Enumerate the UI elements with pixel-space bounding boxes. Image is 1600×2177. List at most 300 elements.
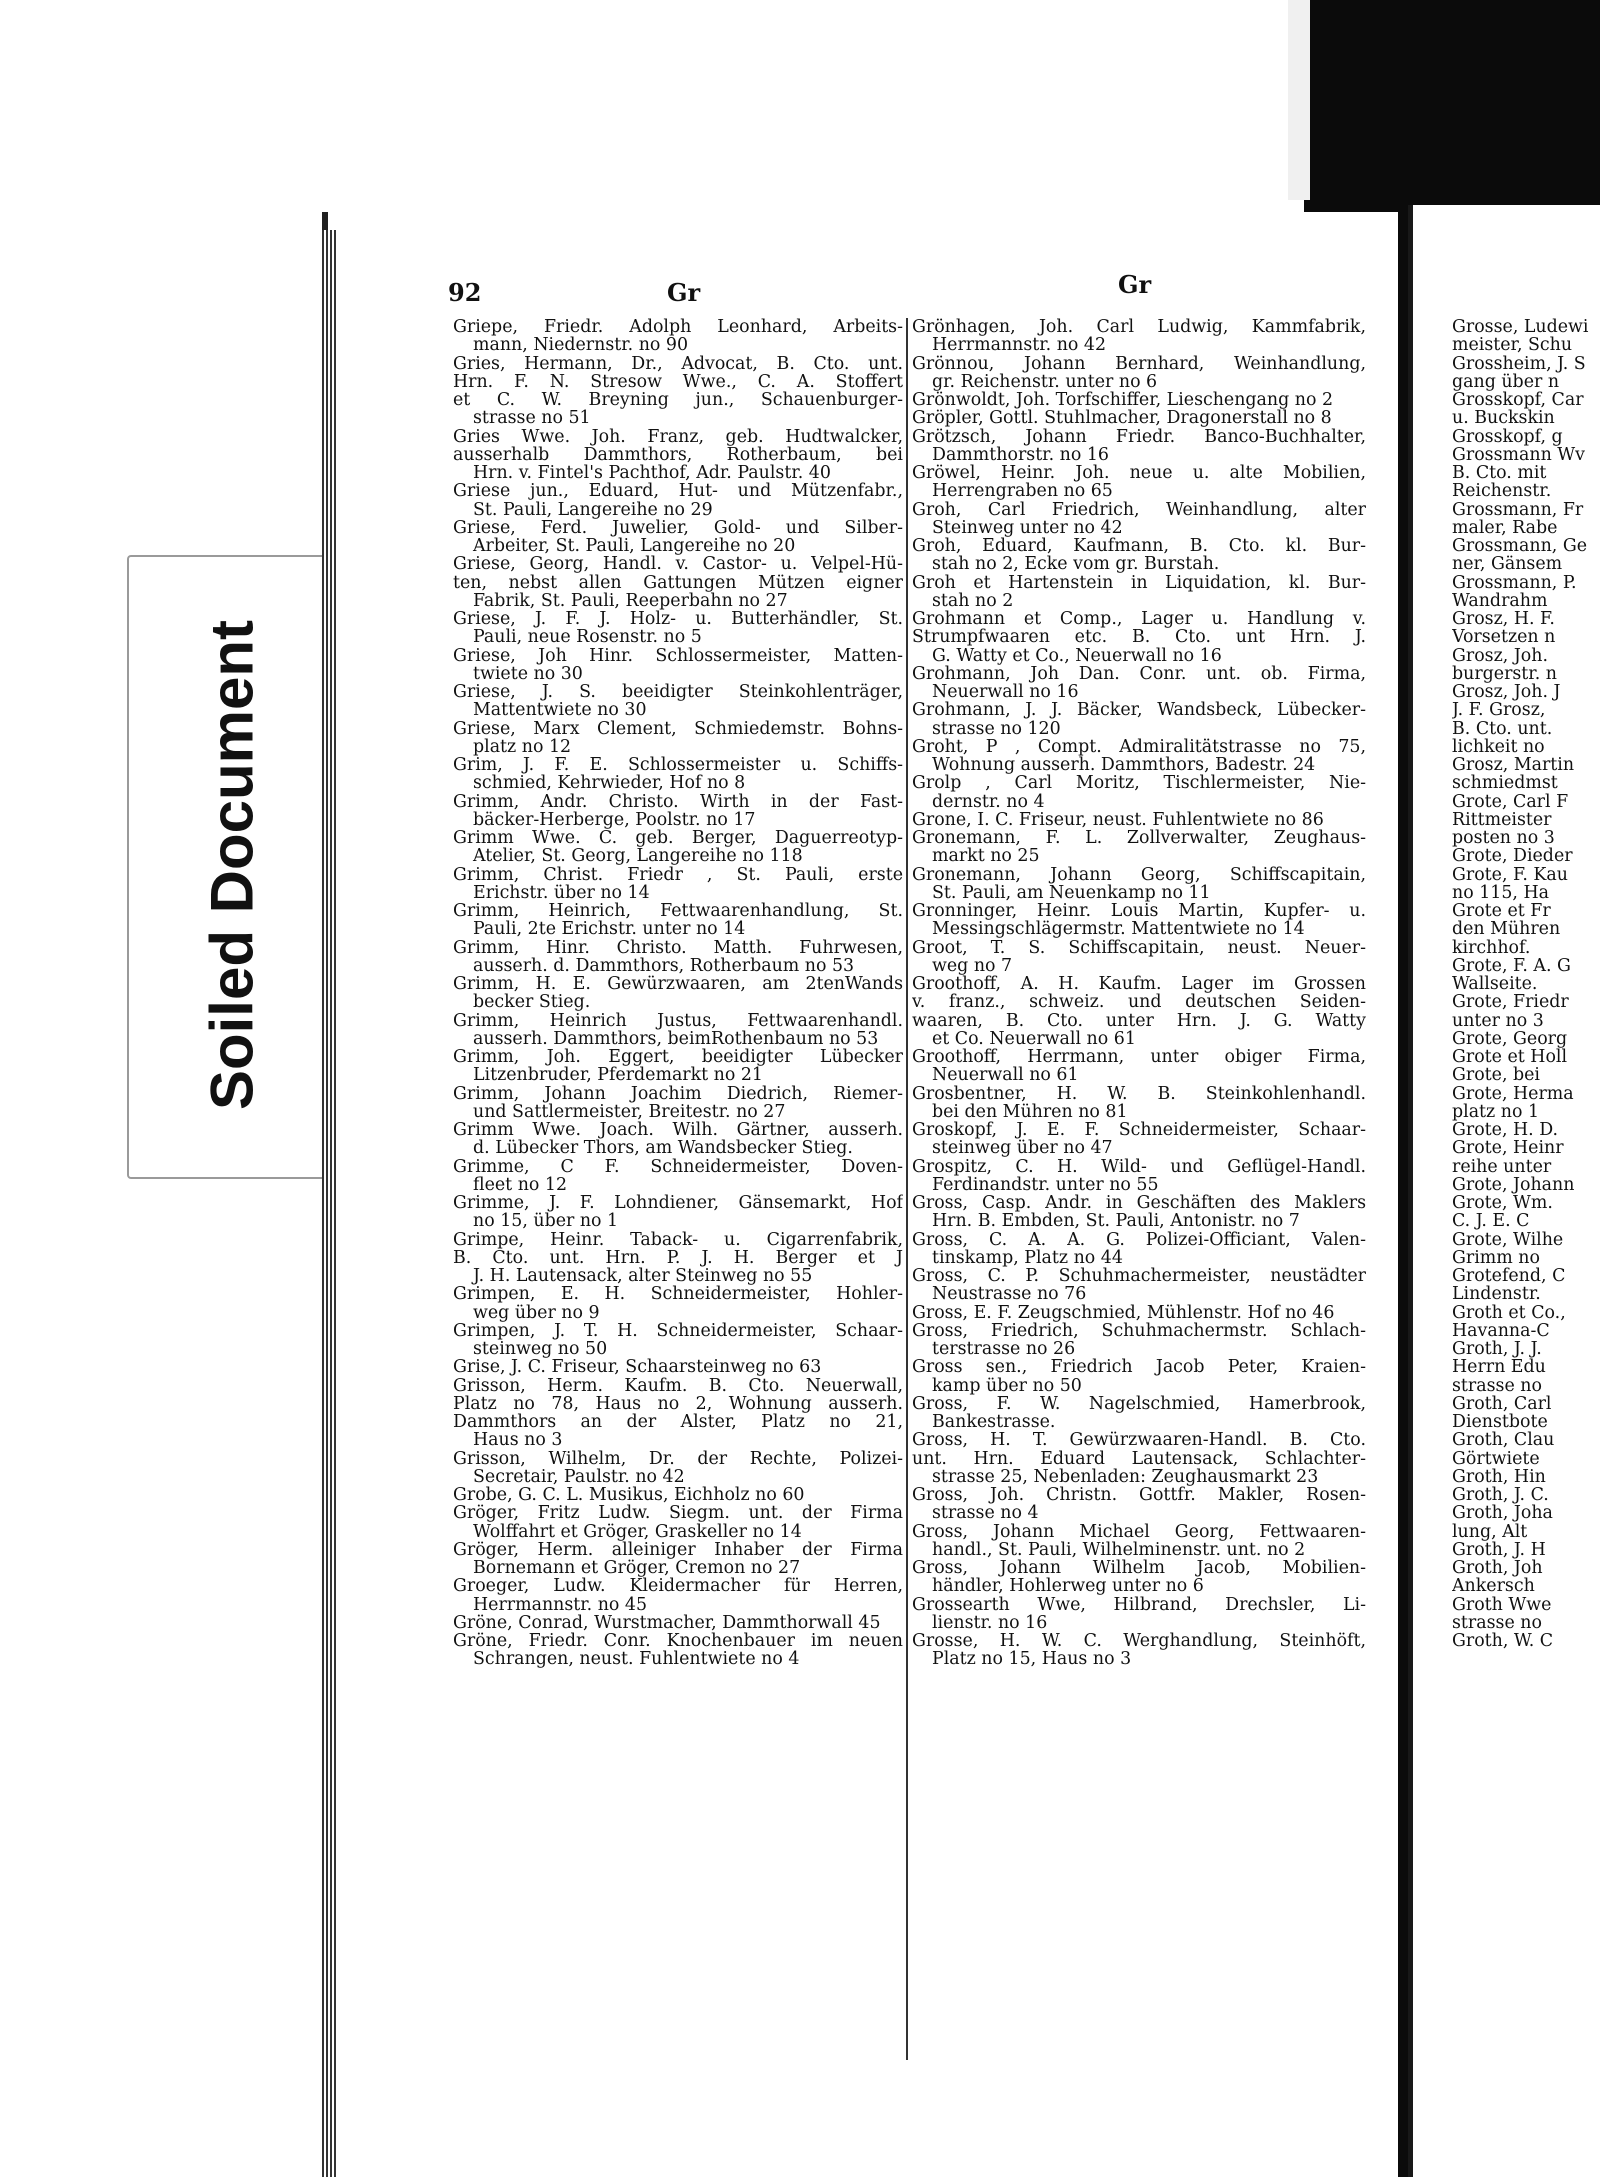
entry-line: Groth, J. J. <box>1452 1340 1542 1359</box>
entry-line: Grosse, H. W. C. Werghandlung, Steinhöft, <box>912 1632 1366 1651</box>
directory-entry <box>912 1158 1366 1195</box>
directory-entry <box>453 939 903 976</box>
entry-line: burgerstr. n <box>1452 664 1557 683</box>
entry-line: Grolp , Carl Moritz, Tischlermeister, Nie- <box>912 774 1366 793</box>
entry-line: Rittmeister <box>1452 810 1552 829</box>
directory-entry <box>912 1358 1366 1395</box>
directory-entry <box>912 574 1366 611</box>
directory-entry <box>453 647 903 684</box>
directory-entry <box>912 738 1366 775</box>
entry-line: Grimpe, Heinr. Taback- u. Cigarrenfabrik, <box>453 1230 903 1249</box>
entry-line: Grote, Carl F <box>1452 792 1569 811</box>
entry-line: Grimm, Johann Joachim Diedrich, Riemer- <box>453 1084 903 1103</box>
entry-line: Gross, C. A. A. G. Polizei-Officiant, Valen- <box>912 1230 1366 1249</box>
directory-entry <box>912 1596 1366 1633</box>
entry-line: St. Pauli, Langereihe no 29 <box>473 500 713 519</box>
directory-entry <box>912 1322 1366 1359</box>
entry-line: Griepe, Friedr. Adolph Leonhard, Arbeits- <box>453 318 903 337</box>
entry-line: Gröpler, Gottl. Stuhlmacher, Dragonerstall no 8 <box>912 409 1332 428</box>
entry-line: Messingschlägermstr. Mattentwiete no 14 <box>932 920 1305 939</box>
entry-line: v. franz., schweiz. und deutschen Seiden- <box>912 993 1366 1012</box>
entry-line: lienstr. no 16 <box>932 1613 1048 1632</box>
directory-entry <box>453 1486 903 1504</box>
entry-line: Griese, Marx Clement, Schmiedemstr. Bohns- <box>453 719 903 738</box>
entry-line: Gross, F. W. Nagelschmied, Hamerbrook, <box>912 1394 1366 1413</box>
entry-line: Grosskopf, g <box>1452 427 1563 446</box>
entry-line: Grimme, C F. Schneidermeister, Doven- <box>453 1157 903 1176</box>
entry-line: Gries Wwe. Joh. Franz, geb. Hudtwalcker, <box>453 427 903 446</box>
entry-line: Grosse, Ludewi <box>1452 318 1589 337</box>
entry-line: ausserh. Dammthors, beimRothenbaum no 53 <box>473 1029 879 1048</box>
entry-line: Grote, H. D. <box>1452 1121 1559 1140</box>
entry-line: Platz no 78, Haus no 2, Wohnung ausserh. <box>453 1394 903 1413</box>
entry-line: Pauli, 2te Erichstr. unter no 14 <box>473 920 746 939</box>
directory-entry <box>453 1614 903 1632</box>
entry-line: B. Cto. unt. <box>1452 719 1553 738</box>
directory-entry <box>453 318 903 355</box>
entry-line: Grisson, Herm. Kaufm. B. Cto. Neuerwall, <box>453 1376 903 1395</box>
entry-line: Grönhagen, Joh. Carl Ludwig, Kammfabrik, <box>912 318 1366 337</box>
entry-line: und Sattlermeister, Breitestr. no 27 <box>473 1102 786 1121</box>
entry-line: Platz no 15, Haus no 3 <box>932 1650 1132 1669</box>
entry-line: Grosz, Joh. J <box>1452 683 1561 702</box>
directory-entry <box>912 975 1366 1048</box>
column-header-left: Gr <box>667 278 701 307</box>
directory-entry <box>453 1121 903 1158</box>
entry-line: et C. W. Breyning jun., Schauenburger- <box>453 391 903 410</box>
directory-entry <box>453 829 903 866</box>
directory-entry <box>453 519 903 556</box>
entry-line: Gries, Hermann, Dr., Advocat, B. Cto. unt. <box>453 354 903 373</box>
directory-entry <box>912 665 1366 702</box>
entry-line: Mattentwiete no 30 <box>473 701 647 720</box>
entry-line: no 115, Ha <box>1452 883 1549 902</box>
entry-line: tinskamp, Platz no 44 <box>932 1248 1123 1267</box>
entry-line: Reichenstr. <box>1452 482 1552 501</box>
entry-line: Grote, F. A. G <box>1452 956 1571 975</box>
entry-line: Griese, Joh Hinr. Schlossermeister, Matten- <box>453 646 903 665</box>
entry-line: fleet no 12 <box>473 1175 568 1194</box>
entry-line: Groothoff, Herrmann, unter obiger Firma, <box>912 1048 1366 1067</box>
directory-entry <box>453 1231 903 1286</box>
directory-entry <box>912 610 1366 665</box>
entry-line: Grimm Wwe. Joach. Wilh. Gärtner, ausserh. <box>453 1121 903 1140</box>
entry-line: Groth et Co., <box>1452 1303 1566 1322</box>
entry-line: Groth, Clau <box>1452 1431 1555 1450</box>
entry-line: Ankersch <box>1452 1577 1535 1596</box>
entry-line: Gröne, Conrad, Wurstmacher, Dammthorwall 45 <box>453 1613 881 1632</box>
directory-entry <box>453 1450 903 1487</box>
directory-entry <box>912 774 1366 811</box>
entry-line: waaren, B. Cto. unter Hrn. J. G. Watty <box>912 1011 1366 1030</box>
entry-line: weg no 7 <box>932 956 1013 975</box>
entry-line: Grote et Fr <box>1452 902 1551 921</box>
entry-line: Grimm, Joh. Eggert, beeidigter Lübecker <box>453 1048 903 1067</box>
entry-line: Pauli, neue Rosenstr. no 5 <box>473 628 702 647</box>
page-binding-edge <box>322 230 338 2177</box>
entry-line: Grim, J. F. E. Schlossermeister u. Schiffs- <box>453 756 903 775</box>
directory-entry <box>453 902 903 939</box>
entry-line: markt no 25 <box>932 847 1040 866</box>
entry-line: schmied, Kehrwieder, Hof no 8 <box>473 774 746 793</box>
soiled-document-label: Soiled Document <box>198 619 266 1111</box>
directory-entry <box>912 1267 1366 1304</box>
entry-line: Groth, W. C <box>1452 1632 1554 1651</box>
entry-line: ausserhalb Dammthors, Rotherbaum, bei <box>453 445 903 464</box>
entry-line: G. Watty et Co., Neuerwall no 16 <box>932 646 1222 665</box>
directory-entry <box>453 1577 903 1614</box>
entry-line: posten no 3 <box>1452 829 1555 848</box>
entry-line: Grimm, Andr. Christo. Wirth in der Fast- <box>453 792 903 811</box>
directory-entry <box>912 1231 1366 1268</box>
entry-line: Fabrik, St. Pauli, Reeperbahn no 27 <box>473 591 788 610</box>
directory-entry <box>453 1377 903 1450</box>
entry-line: Arbeiter, St. Pauli, Langereihe no 20 <box>473 537 796 556</box>
entry-line: Haus no 3 <box>473 1431 563 1450</box>
directory-entry <box>912 1431 1366 1486</box>
entry-line: Strumpfwaaren etc. B. Cto. unt Hrn. J. <box>912 628 1366 647</box>
entry-line: strasse no 51 <box>473 409 591 428</box>
directory-entry <box>453 555 903 610</box>
entry-line: Grisson, Wilhelm, Dr. der Rechte, Polizei- <box>453 1449 903 1468</box>
entry-line: Grimpen, J. T. H. Schneidermeister, Schaar- <box>453 1321 903 1340</box>
entry-line: no 15, über no 1 <box>473 1212 619 1231</box>
entry-line: stah no 2, Ecke vom gr. Burstah. <box>932 555 1220 574</box>
entry-line: Grote, F. Kau <box>1452 865 1568 884</box>
entry-line: Bornemann et Gröger, Cremon no 27 <box>473 1559 801 1578</box>
entry-line: B. Cto. unt. Hrn. P. J. H. Berger et J <box>453 1248 903 1267</box>
entry-line: Grimme, J. F. Lohndiener, Gänsemarkt, Hof <box>453 1194 903 1213</box>
entry-line: Grote, Heinr <box>1452 1139 1564 1158</box>
entry-line: Neuerwall no 61 <box>932 1066 1079 1085</box>
entry-line: platz no 1 <box>1452 1102 1540 1121</box>
entry-line: lung, Alt <box>1452 1522 1528 1541</box>
entry-line: Grotefend, C <box>1452 1267 1566 1286</box>
entry-line: Grosz, Joh. <box>1452 646 1548 665</box>
entry-line: Grimm, H. E. Gewürzwaaren, am 2tenWands <box>453 975 903 994</box>
entry-line: Gronninger, Heinr. Louis Martin, Kupfer- u. <box>912 902 1366 921</box>
entry-line: Gröger, Herm. alleiniger Inhaber der Firma <box>453 1540 903 1559</box>
directory-entry <box>912 1632 1366 1669</box>
directory-entry <box>453 975 903 1012</box>
directory-entry <box>453 610 903 647</box>
entry-line: strasse no <box>1452 1613 1542 1632</box>
directory-entry <box>453 1012 903 1049</box>
entry-line: steinweg über no 47 <box>932 1139 1113 1158</box>
directory-entry <box>453 1085 903 1122</box>
entry-line: Grohmann, Joh Dan. Conr. unt. ob. Firma, <box>912 664 1366 683</box>
directory-entry <box>453 428 903 483</box>
entry-line: Groh, Eduard, Kaufmann, B. Cto. kl. Bur- <box>912 537 1366 556</box>
entry-line: reihe unter <box>1452 1157 1552 1176</box>
entry-line: Grönwoldt, Joh. Torfschiffer, Lieschengang no 2 <box>912 391 1334 410</box>
entry-line: Grossheim, J. S <box>1452 354 1586 373</box>
entry-line: Wolffahrt et Gröger, Graskeller no 14 <box>473 1522 802 1541</box>
entry-line: d. Lübecker Thors, am Wandsbecker Stieg. <box>473 1139 853 1158</box>
directory-entry <box>912 1048 1366 1085</box>
directory-entry <box>912 829 1366 866</box>
directory-entry <box>453 1322 903 1359</box>
entry-line: Grönnou, Johann Bernhard, Weinhandlung, <box>912 354 1366 373</box>
directory-entry <box>912 902 1366 939</box>
entry-line: Gross, Friedrich, Schuhmachermstr. Schlach- <box>912 1321 1366 1340</box>
entry-line: Grötzsch, Johann Friedr. Banco-Buchhalter, <box>912 427 1366 446</box>
directory-entry <box>453 482 903 519</box>
entry-line: C. J. E. C <box>1452 1212 1530 1231</box>
entry-line: Gross, Casp. Andr. in Geschäften des Maklers <box>912 1194 1366 1213</box>
entry-line: Gross, Johann Wilhelm Jacob, Mobilien- <box>912 1559 1366 1578</box>
entry-line: handl., St. Pauli, Wilhelminenstr. unt. no 2 <box>932 1540 1306 1559</box>
entry-line: Vorsetzen n <box>1452 628 1556 647</box>
directory-entry <box>453 355 903 428</box>
entry-line: Gröger, Fritz Ludw. Siegm. unt. der Firma <box>453 1504 903 1523</box>
entry-line: Dammthorstr. no 16 <box>932 445 1109 464</box>
entry-line: strasse no 4 <box>932 1504 1039 1523</box>
entry-line: Grimm, Christ. Friedr , St. Pauli, erste <box>453 865 903 884</box>
entry-line: Dammthors an der Alster, Platz no 21, <box>453 1413 903 1432</box>
entry-line: u. Buckskin <box>1452 409 1555 428</box>
entry-line: J. H. Lautensack, alter Steinweg no 55 <box>473 1267 813 1286</box>
directory-entry <box>453 1158 903 1195</box>
entry-line: Grote, Dieder <box>1452 847 1573 866</box>
entry-line: Hrn. B. Embden, St. Pauli, Antonistr. no 7 <box>932 1212 1300 1231</box>
entry-line: Grimm Wwe. C. geb. Berger, Daguerreotyp- <box>453 829 903 848</box>
entry-line: Litzenbruder, Pferdemarkt no 21 <box>473 1066 764 1085</box>
directory-entry <box>453 1285 903 1322</box>
entry-line: Gross sen., Friedrich Jacob Peter, Kraien- <box>912 1358 1366 1377</box>
entry-line: ausserh. d. Dammthors, Rotherbaum no 53 <box>473 956 855 975</box>
entry-line: Hrn. v. Fintel's Pachthof, Adr. Paulstr. 40 <box>473 464 831 483</box>
directory-entry <box>912 318 1366 355</box>
entry-line: Grote, Georg <box>1452 1029 1568 1048</box>
entry-line: Groth, Hin <box>1452 1467 1546 1486</box>
directory-entry <box>453 1541 903 1578</box>
entry-line: maler, Rabe <box>1452 518 1558 537</box>
directory-entry <box>912 1121 1366 1158</box>
entry-line: Grimm, Heinrich Justus, Fettwaarenhandl. <box>453 1011 903 1030</box>
entry-line: strasse no <box>1452 1376 1542 1395</box>
directory-entry <box>453 793 903 830</box>
directory-entry <box>453 1048 903 1085</box>
directory-entry <box>453 1194 903 1231</box>
entry-line: Grote, Wilhe <box>1452 1230 1564 1249</box>
entry-line: Groth Wwe <box>1452 1595 1552 1614</box>
entry-line: Groth, J. C. <box>1452 1486 1549 1505</box>
entry-line: Dienstbote <box>1452 1413 1548 1432</box>
entry-line: J. F. Grosz, <box>1452 701 1546 720</box>
entry-line: Grosz, Martin <box>1452 756 1575 775</box>
directory-entry <box>912 701 1366 738</box>
entry-line: Steinweg unter no 42 <box>932 518 1123 537</box>
entry-line: Herrmannstr. no 42 <box>932 336 1107 355</box>
directory-entry <box>912 1395 1366 1432</box>
entry-line: händler, Hohlerweg unter no 6 <box>932 1577 1204 1596</box>
entry-line: Grobe, G. C. L. Musikus, Eichholz no 60 <box>453 1486 805 1505</box>
directory-column-left <box>453 318 903 1669</box>
entry-line: ten, nebst allen Gattungen Mützen eigner <box>453 573 903 592</box>
directory-entry <box>912 811 1366 829</box>
entry-line: stah no 2 <box>932 591 1014 610</box>
entry-line: Gross, Joh. Christn. Gottfr. Makler, Rosen- <box>912 1486 1366 1505</box>
page-number: 92 <box>448 278 482 307</box>
directory-entry <box>912 1194 1366 1231</box>
entry-line: Groht, P , Compt. Admiralitätstrasse no 75, <box>912 737 1366 756</box>
entry-line: kirchhof. <box>1452 938 1531 957</box>
column-header-right: Gr <box>1118 270 1152 299</box>
entry-line: Neuerwall no 16 <box>932 683 1079 702</box>
entry-line: steinweg no 50 <box>473 1340 608 1359</box>
entry-line: lichkeit no <box>1452 737 1545 756</box>
directory-entry <box>912 866 1366 903</box>
entry-line: Grote, Herma <box>1452 1084 1574 1103</box>
entry-line: Groskopf, J. E. F. Schneidermeister, Schaar- <box>912 1121 1366 1140</box>
directory-entry <box>912 355 1366 392</box>
entry-line: Griese, J. F. J. Holz- u. Butterhändler, St. <box>453 610 903 629</box>
entry-line: Grospitz, C. H. Wild- und Geflügel-Handl. <box>912 1157 1366 1176</box>
entry-line: Groh, Carl Friedrich, Weinhandlung, alter <box>912 500 1366 519</box>
entry-line: Grone, I. C. Friseur, neust. Fuhlentwiete no 86 <box>912 810 1324 829</box>
entry-line: Gross, E. F. Zeugschmied, Mühlenstr. Hof no 46 <box>912 1303 1335 1322</box>
entry-line: Grossmann, Ge <box>1452 537 1588 556</box>
entry-line: Grosz, H. F. <box>1452 610 1555 629</box>
entry-line: St. Pauli, am Neuenkamp no 11 <box>932 883 1211 902</box>
entry-line: Bankestrasse. <box>932 1413 1056 1432</box>
directory-entry <box>453 866 903 903</box>
entry-line: Wandrahm <box>1452 591 1548 610</box>
entry-line: Grossmann, P. <box>1452 573 1577 592</box>
entry-line: Grohmann, J. J. Bäcker, Wandsbeck, Lübecker- <box>912 701 1366 720</box>
entry-line: Neustrasse no 76 <box>932 1285 1087 1304</box>
directory-entry <box>912 428 1366 465</box>
entry-line: Grote, Wm. <box>1452 1194 1553 1213</box>
entry-line: Griese jun., Eduard, Hut- und Mützenfabr., <box>453 482 903 501</box>
entry-line: becker Stieg. <box>473 993 591 1012</box>
directory-entry <box>912 1085 1366 1122</box>
entry-line: Gröwel, Heinr. Joh. neue u. alte Mobilien, <box>912 464 1366 483</box>
entry-line: B. Cto. mit <box>1452 464 1547 483</box>
entry-line: Groth, Joh <box>1452 1559 1543 1578</box>
entry-line: Groth, Joha <box>1452 1504 1553 1523</box>
entry-line: unt. Hrn. Eduard Lautensack, Schlachter- <box>912 1449 1366 1468</box>
directory-entry <box>453 1358 903 1376</box>
entry-line: unter no 3 <box>1452 1011 1544 1030</box>
entry-line: Grote, Johann <box>1452 1175 1575 1194</box>
directory-entry <box>912 1304 1366 1322</box>
entry-line: Groth, J. H <box>1452 1540 1546 1559</box>
entry-line: bei den Mühren no 81 <box>932 1102 1128 1121</box>
entry-line: Groot, T. S. Schiffscapitain, neust. Neuer- <box>912 938 1366 957</box>
entry-line: Grossmann, Fr <box>1452 500 1584 519</box>
entry-line: Griese, Georg, Handl. v. Castor- u. Velpel-Hü- <box>453 555 903 574</box>
entry-line: Lindenstr. <box>1452 1285 1541 1304</box>
entry-line: Grohmann et Comp., Lager u. Handlung v. <box>912 610 1366 629</box>
entry-line: Grimpen, E. H. Schneidermeister, Hohler- <box>453 1285 903 1304</box>
entry-line: Grise, J. C. Friseur, Schaarsteinweg no 63 <box>453 1358 822 1377</box>
directory-entry <box>912 537 1366 574</box>
entry-line: twiete no 30 <box>473 664 583 683</box>
entry-line: strasse no 120 <box>932 719 1061 738</box>
directory-entry <box>453 1504 903 1541</box>
entry-line: Atelier, St. Georg, Langereihe no 118 <box>473 847 803 866</box>
directory-entry <box>912 1523 1366 1560</box>
entry-line: gang über n <box>1452 372 1560 391</box>
entry-line: strasse 25, Nebenladen: Zeughausmarkt 23 <box>932 1467 1319 1486</box>
entry-line: Grossearth Wwe, Hilbrand, Drechsler, Li- <box>912 1595 1366 1614</box>
column-divider <box>906 318 908 2060</box>
directory-entry <box>912 391 1366 409</box>
entry-line: dernstr. no 4 <box>932 792 1045 811</box>
entry-line: Groothoff, A. H. Kaufm. Lager im Grossen <box>912 975 1366 994</box>
directory-entry <box>912 409 1366 427</box>
directory-column-middle <box>912 318 1366 1669</box>
entry-line: Herrn Edu <box>1452 1358 1546 1377</box>
entry-line: Erichstr. über no 14 <box>473 883 650 902</box>
entry-line: Hrn. F. N. Stresow Wwe., C. A. Stoffert <box>453 372 903 391</box>
entry-line: Secretair, Paulstr. no 42 <box>473 1467 685 1486</box>
entry-line: den Mühren <box>1452 920 1561 939</box>
entry-line: Wallseite. <box>1452 975 1538 994</box>
entry-line: Gross, Johann Michael Georg, Fettwaaren- <box>912 1522 1366 1541</box>
entry-line: weg über no 9 <box>473 1303 600 1322</box>
entry-line: kamp über no 50 <box>932 1376 1082 1395</box>
directory-entry <box>453 683 903 720</box>
entry-line: Görtwiete <box>1452 1449 1540 1468</box>
directory-entry <box>453 756 903 793</box>
entry-line: Herrengraben no 65 <box>932 482 1113 501</box>
entry-line: Wohnung ausserh. Dammthors, Badestr. 24 <box>932 756 1316 775</box>
entry-line: Schrangen, neust. Fuhlentwiete no 4 <box>473 1650 800 1669</box>
directory-entry <box>912 464 1366 501</box>
entry-line: Gröne, Friedr. Conr. Knochenbauer im neuen <box>453 1632 903 1651</box>
entry-line: gr. Reichenstr. unter no 6 <box>932 372 1158 391</box>
directory-entry <box>912 1486 1366 1523</box>
entry-line: Griese, J. S. beeidigter Steinkohlenträger, <box>453 683 903 702</box>
directory-entry <box>912 501 1366 538</box>
entry-line: meister, Schu <box>1452 336 1573 355</box>
directory-entry <box>453 720 903 757</box>
entry-line: Grimm no <box>1452 1248 1540 1267</box>
entry-line: Gross, H. T. Gewürzwaaren-Handl. B. Cto. <box>912 1431 1366 1450</box>
entry-line: schmiedmst <box>1452 774 1558 793</box>
entry-line: Gross, C. P. Schuhmachermeister, neustädter <box>912 1267 1366 1286</box>
entry-line: Grote, Friedr <box>1452 993 1569 1012</box>
entry-line: Grimm, Hinr. Christo. Matth. Fuhrwesen, <box>453 938 903 957</box>
entry-line: platz no 12 <box>473 737 572 756</box>
entry-line: Grosskopf, Car <box>1452 391 1584 410</box>
entry-line: terstrasse no 26 <box>932 1340 1076 1359</box>
entry-line: Groth, Carl <box>1452 1394 1552 1413</box>
directory-entry <box>912 939 1366 976</box>
entry-line: Groh et Hartenstein in Liquidation, kl. Bur- <box>912 573 1366 592</box>
directory-column-right-partial <box>1452 318 1600 1650</box>
entry-line: Herrmannstr. no 45 <box>473 1595 648 1614</box>
entry-line: mann, Niedernstr. no 90 <box>473 336 689 355</box>
entry-line: et Co. Neuerwall no 61 <box>932 1029 1136 1048</box>
directory-entry <box>453 1632 903 1669</box>
scan-paper-strip <box>1288 0 1310 200</box>
entry-line: ner, Gänsem <box>1452 555 1563 574</box>
entry-line: Groeger, Ludw. Kleidermacher für Herren, <box>453 1577 903 1596</box>
entry-line: bäcker-Herberge, Poolstr. no 17 <box>473 810 756 829</box>
entry-line: Griese, Ferd. Juwelier, Gold- und Silber- <box>453 518 903 537</box>
entry-line: Grote, bei <box>1452 1066 1540 1085</box>
entry-line: Grossmann Wv <box>1452 445 1586 464</box>
entry-line: Gronemann, F. L. Zollverwalter, Zeughaus- <box>912 829 1366 848</box>
entry-line: Grimm, Heinrich, Fettwaarenhandlung, St. <box>453 902 903 921</box>
entry-line: Havanna-C <box>1452 1321 1550 1340</box>
directory-entry <box>912 1559 1366 1596</box>
entry-line: Gronemann, Johann Georg, Schiffscapitain, <box>912 865 1366 884</box>
